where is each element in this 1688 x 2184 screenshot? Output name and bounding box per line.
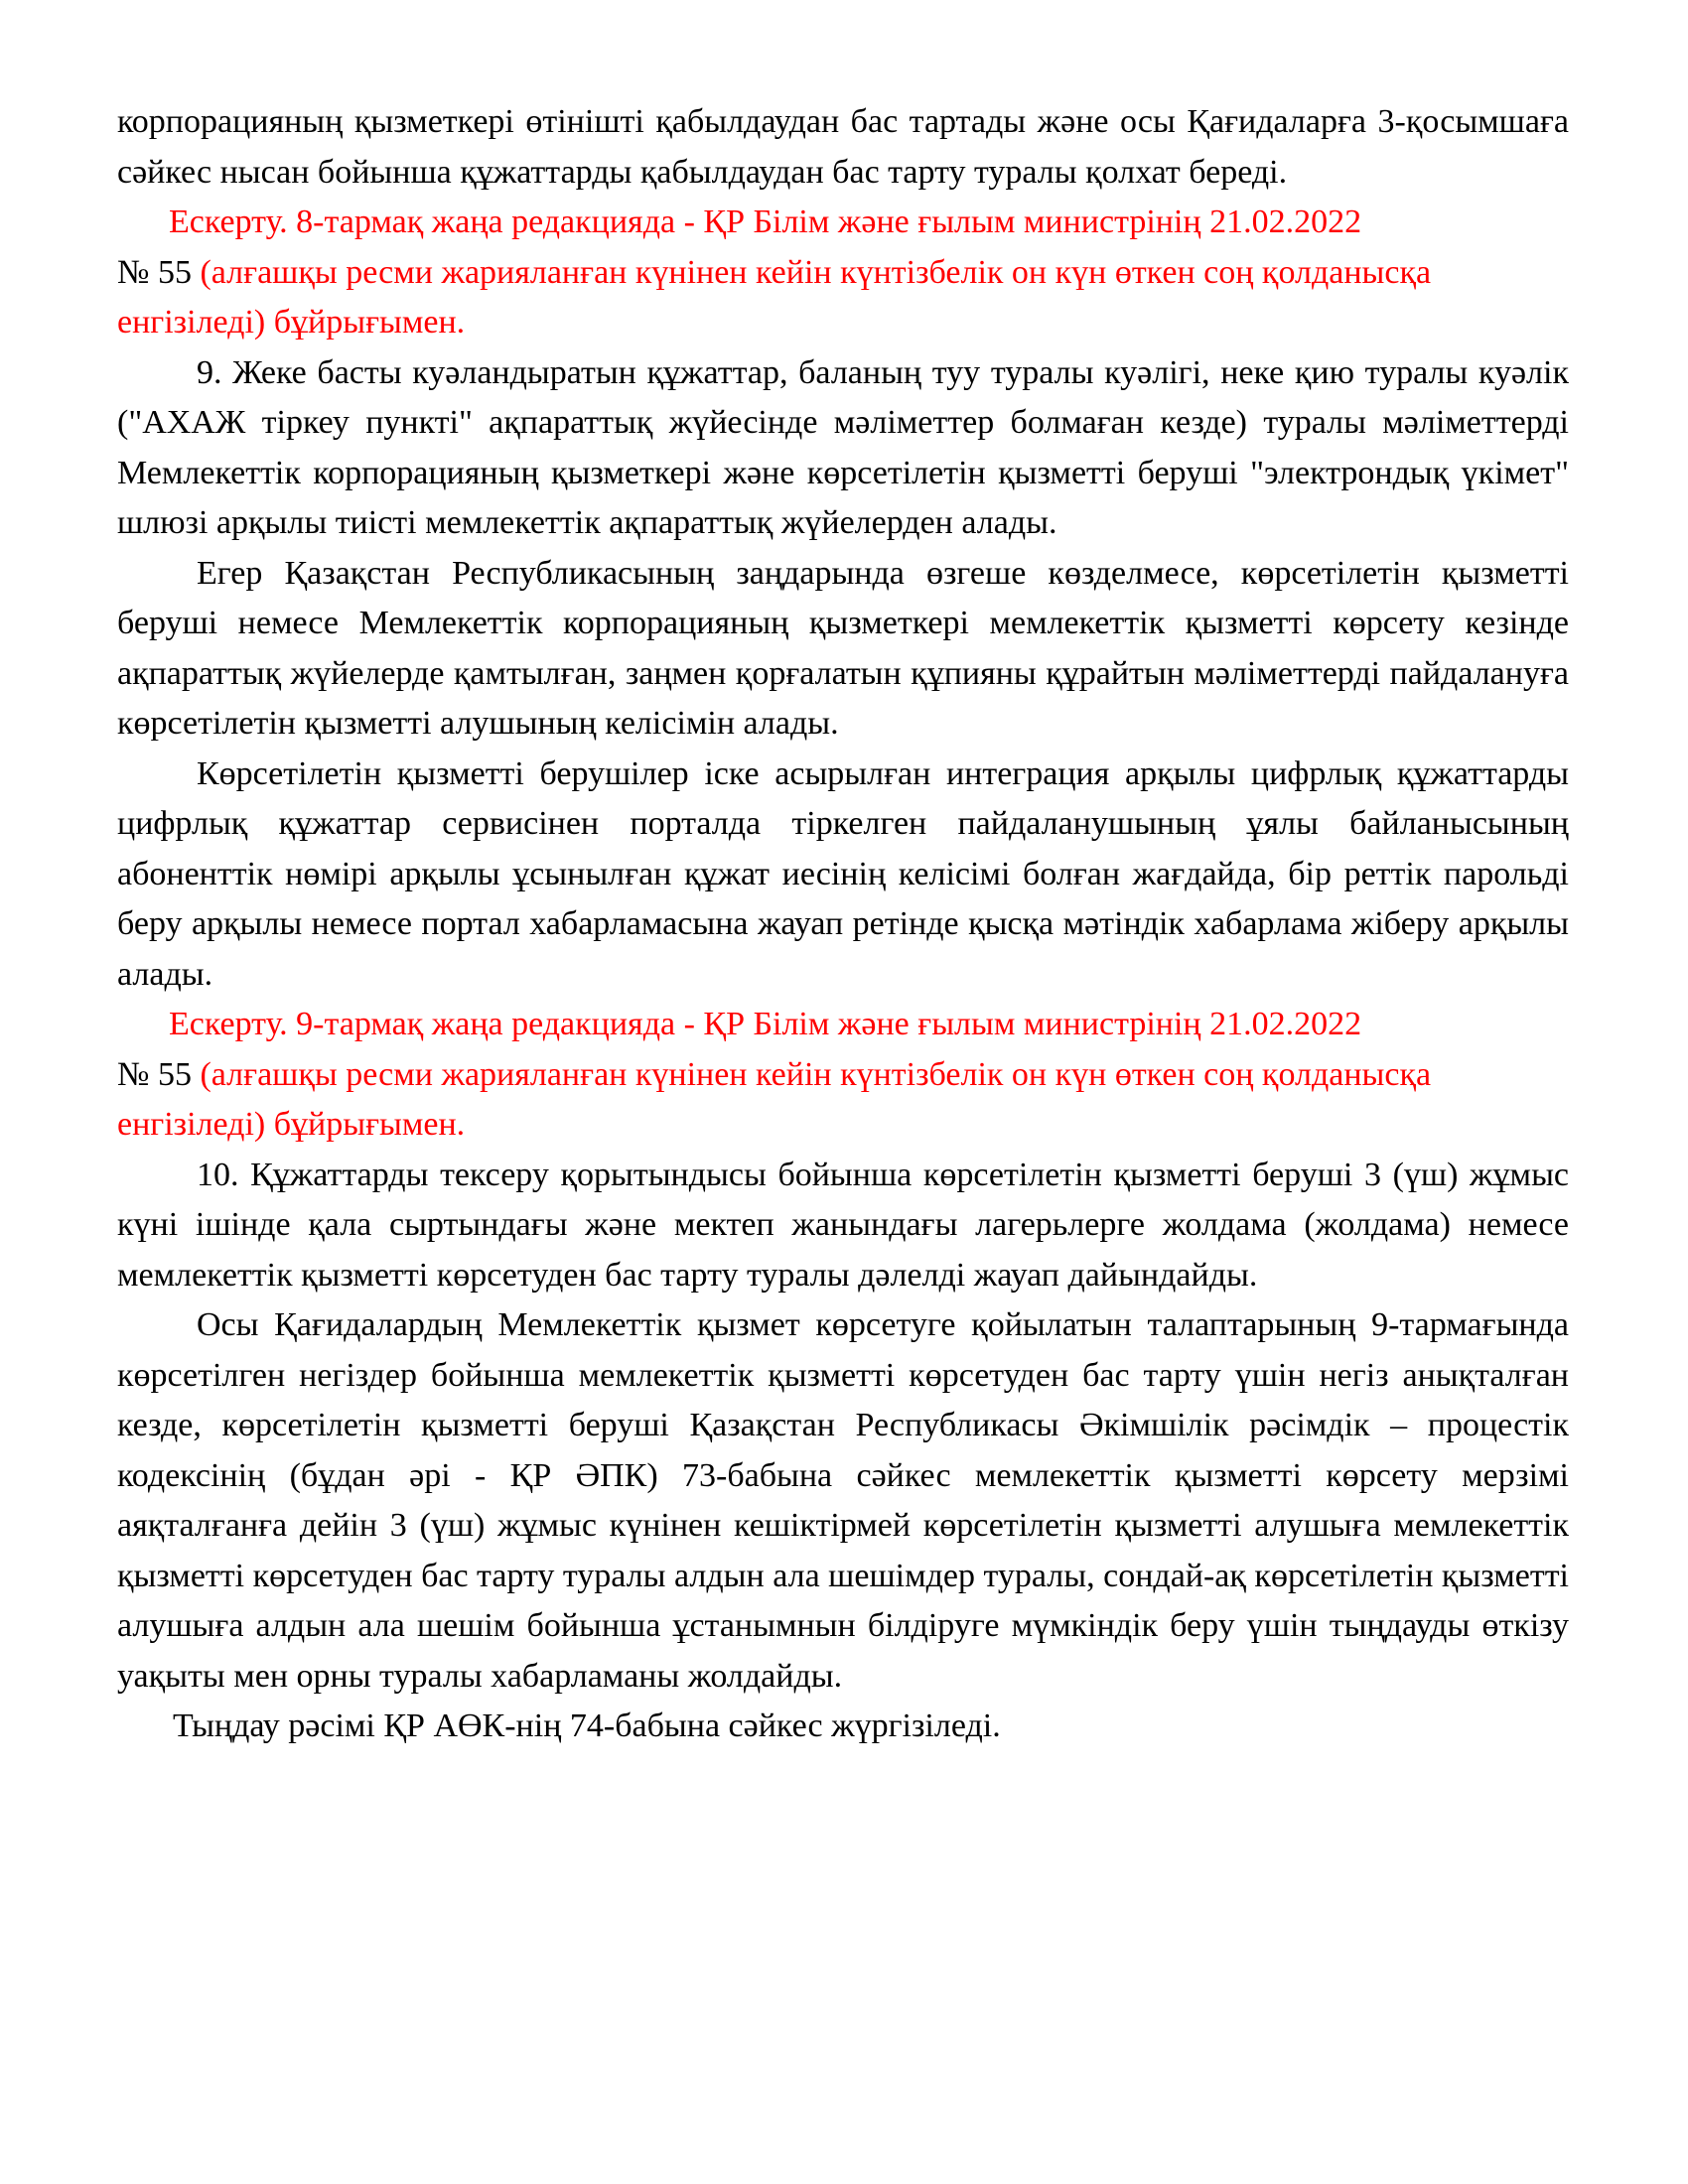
note-9-suffix: (алғашқы ресми жарияланған күнінен кейін күнтізбелік он күн өткен соң қолданысқа енгізіледі) бұйрығымен. (117, 1055, 1432, 1143)
note-8-order-number[interactable]: № 55 (117, 253, 192, 291)
note-8-suffix: (алғашқы ресми жарияланған күнінен кейін күнтізбелік он күн өткен соң қолданысқа енгізіледі) бұйрығымен. (117, 253, 1432, 341)
paragraph-9-consent: Егер Қазақстан Республикасының заңдарында өзгеше көзделмесе, көрсетілетін қызметті беруші немесе Мемлекеттік корпорацияның қызметкері мемлекеттік қызметті көрсету кезінде ақпараттық жүйелерде қамтылған, заңмен қорғалатын құпияны құрайтын мәліметтерді пайдалануға көрсетілетін қызметті алушының келісімін алады. (117, 554, 1569, 742)
paragraph-9-digital-documents: Көрсетілетін қызметті берушілер іске асырылған интеграция арқылы цифрлық құжаттарды цифрлық құжаттар сервисінен порталда тіркелген пайдаланушының ұялы байланысының абоненттік нөмірі арқылы ұсынылған құжат иесінің келісімі болған жағдайда, бір реттік парольді беру арқылы немесе портал хабарламасына жауап ретінде қысқа мәтіндік хабарлама жіберу арқылы алады. (117, 754, 1569, 993)
amendment-note-9 (117, 1000, 1569, 1151)
note-9-prefix: Ескерту. 9-тармақ жаңа редакцияда - ҚР Білім және ғылым министрінің 21.02.2022 (169, 1006, 1362, 1042)
paragraph-10-hearing: Тыңдау рәсімі ҚР АӨК-нің 74-бабына сәйкес жүргізіледі. (173, 1707, 1001, 1744)
document-page (117, 97, 1569, 1752)
paragraph-10: 10. Құжаттарды тексеру қорытындысы бойынша көрсетілетін қызметті беруші 3 (үш) жұмыс күні ішінде қала сыртындағы және мектеп жанындағы лагерьлерге жолдама (жолдама) немесе мемлекеттік қызметті көрсетуден бас тарту туралы дәлелді жауап дайындайды. (117, 1156, 1569, 1294)
paragraph-10-refusal-grounds: Осы Қағидалардың Мемлекеттік қызмет көрсетуге қойылатын талаптарының 9-тармағында көрсетілген негіздер бойынша мемлекеттік қызметті көрсетуден бас тарту үшін негіз анықталған кезде, көрсетілетін қызметті беруші Қазақстан Республикасы Әкімшілік рәсімдік – процестік кодексінің (бұдан әрі - ҚР ӘПК) 73-бабына сәйкес мемлекеттік қызметті көрсету мерзімі аяқталғанға дейін 3 (үш) жұмыс күнінен кешіктірмей көрсетілетін қызметті алушыға мемлекеттік қызметті көрсетуден бас тарту туралы алдын ала шешімдер туралы, сондай-ақ көрсетілетін қызметті алушыға алдын ала шешім бойынша ұстанымнын білдіруге мүмкіндік беру үшін тыңдауды өткізу уақыты мен орны туралы хабарламаны жолдайды. (117, 1306, 1569, 1695)
amendment-note-8 (117, 198, 1569, 348)
note-9-order-number[interactable]: № 55 (117, 1055, 192, 1093)
paragraph-9: 9. Жеке басты куәландыратын құжаттар, баланың туу туралы куәлігі, неке қию туралы куәлік ("АХАЖ тіркеу пункті" ақпараттық жүйесінде мәліметтер болмаған кезде) туралы мәліметтерді Мемлекеттік корпорацияның қызметкері және көрсетілетін қызметті беруші "электрондық үкімет" шлюзі арқылы тиісті мемлекеттік ақпараттық жүйелерден алады. (117, 353, 1569, 541)
note-8-prefix: Ескерту. 8-тармақ жаңа редакцияда - ҚР Білім және ғылым министрінің 21.02.2022 (169, 204, 1362, 240)
paragraph-8-continuation: корпорацияның қызметкері өтінішті қабылдаудан бас тартады және осы Қағидаларға 3-қосымшаға сәйкес нысан бойынша құжаттарды қабылдаудан бас тарту туралы қолхат береді. (117, 103, 1569, 191)
